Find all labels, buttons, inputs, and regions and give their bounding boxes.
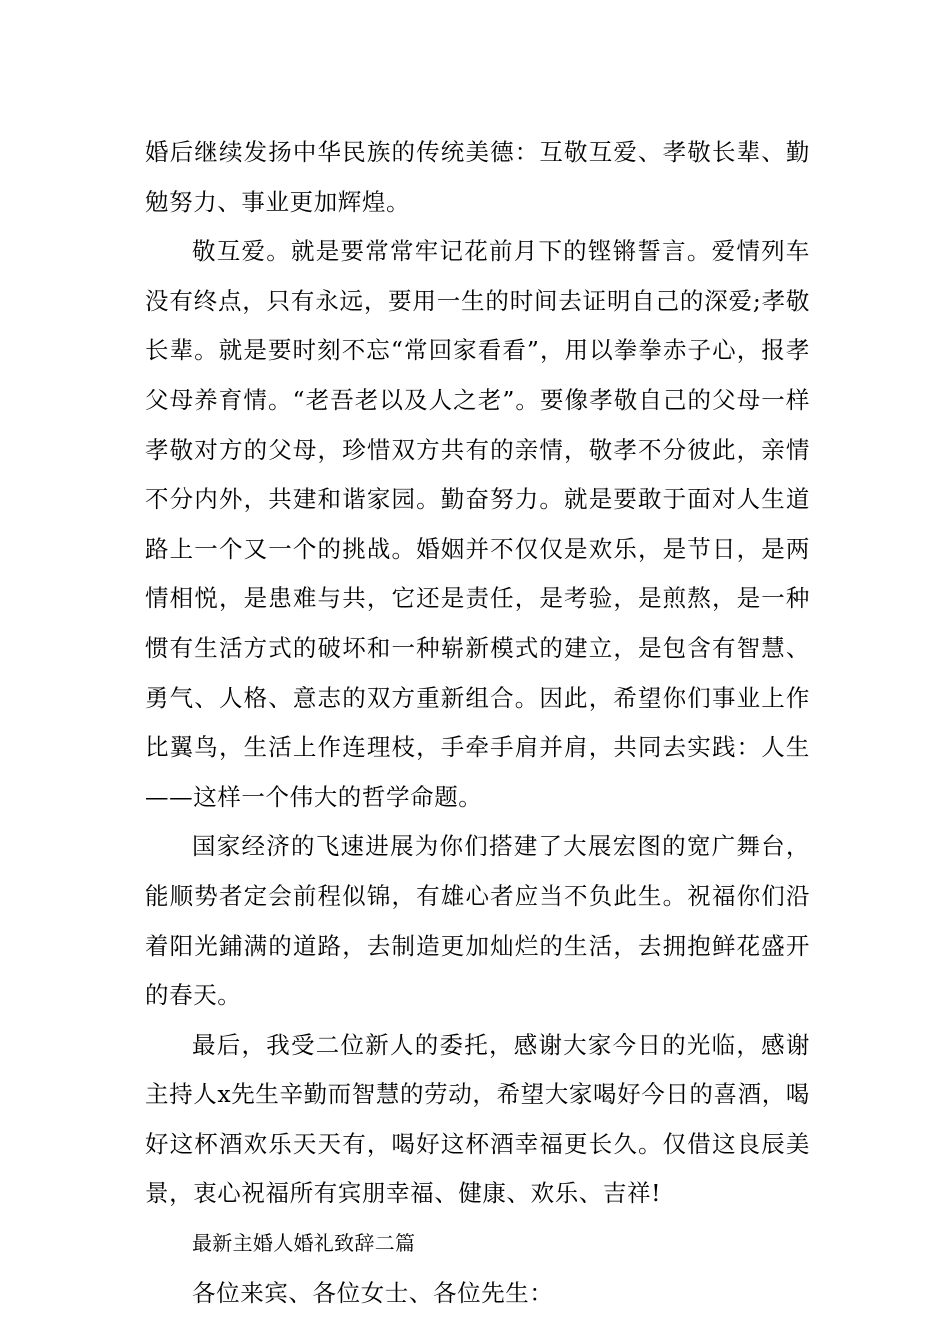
paragraph-mutual-love: 敬互爱。就是要常常牢记花前月下的铿锵誓言。爱情列车没有终点，只有永远，要用一生的时间去证明自己的深爱;孝敬长辈。就是要时刻不忘“常回家看看”，用以拳拳赤子心，报孝父母养育情。“老吾老以及人之老”。要像孝敬自己的父母一样孝敬对方的父母，珍惜双方共有的亲情，敬孝不分彼此，亲情不分内外，共建和谐家园。勤奋努力。就是要敢于面对人生道路上一个又一个的挑战。婚姻并不仅仅是欢乐，是节日，是两情相悦，是患难与共，它还是责任，是考验，是煎熬，是一种惯有生活方式的破坏和一种崭新模式的建立，是包含有智慧、勇气、人格、意志的双方重新组合。因此，希望你们事业上作比翼鸟，生活上作连理枝，手牵手肩并肩，共同去实践：人生——这样一个伟大的哲学命题。 (145, 237, 810, 811)
paragraph-continuation: 婚后继续发扬中华民族的传统美德：互敬互爱、孝敬长辈、勤勉努力、事业更加辉煌。 (145, 138, 810, 216)
paragraph-economy: 国家经济的飞速进展为你们搭建了大展宏图的宽广舞台，能顺势者定会前程似锦，有雄心者应当不负此生。祝福你们沿着阳光鋪满的道路，去制造更加灿烂的生活，去拥抱鲜花盛开的春天。 (145, 832, 810, 1010)
section-title: 最新主婚人婚礼致辞二篇 (192, 1231, 416, 1256)
document-body (145, 128, 810, 1318)
salutation: 各位来宾、各位女士、各位先生： (192, 1278, 554, 1307)
paragraph-closing-thanks: 最后，我受二位新人的委托，感谢大家今日的光临，感谢主持人x先生辛勤而智慧的劳动，希望大家喝好今日的喜酒，喝好这杯酒欢乐天天有，喝好这杯酒幸福更长久。仅借这良辰美景，衷心祝福所有宾朋幸福、健康、欢乐、吉祥! (145, 1030, 810, 1208)
